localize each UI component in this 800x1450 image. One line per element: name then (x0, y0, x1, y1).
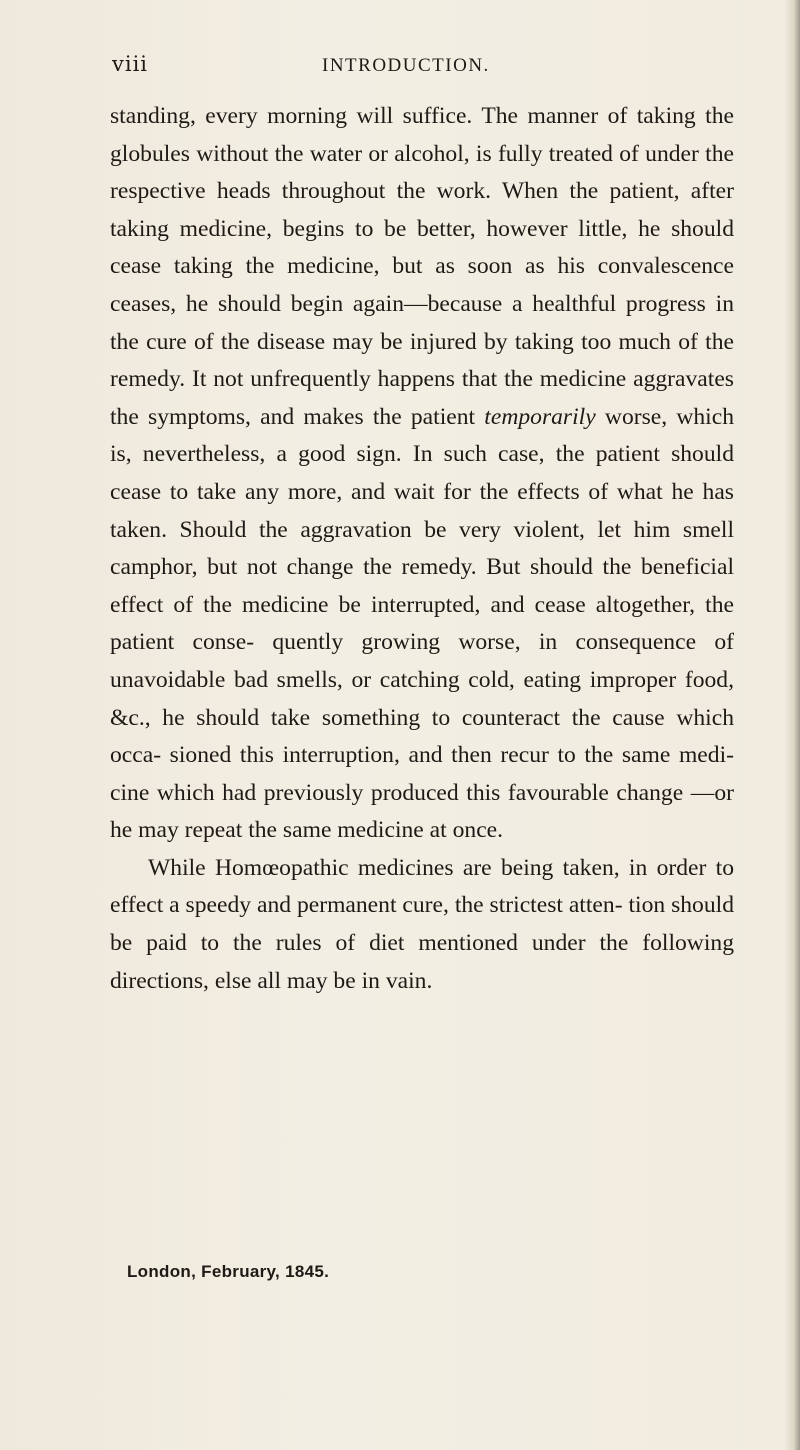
page-number: viii (112, 52, 149, 76)
paragraph-2: While Homœopathic medicines are being taken, in order to effect a speedy and permanent cure, the strictest atten- tion should be paid to the rules of diet mentioned under the following directions, else all may be in vain. (110, 854, 734, 994)
page-header (112, 52, 722, 82)
body-text (110, 98, 734, 1000)
paragraph-1 (110, 98, 734, 850)
emphasis-temporarily: temporarily (484, 403, 596, 430)
paragraph-1-part-1: standing, every morning will suffice. The manner of taking the globules without the water or alcohol, is fully treated of under the respective heads throughout the work. When the patient, after taking medicine, begins to be better, however little, he should cease taking the medicine, but as soon as his convalescence ceases, he should begin again—because a healthful progress in the cure of the disease may be injured by taking too much of the remedy. It not unfrequently happens that the medicine aggravates the symptoms, and makes the patient (110, 103, 734, 430)
running-head: INTRODUCTION. (322, 55, 490, 76)
page-edge-shadow (784, 0, 800, 1450)
paragraph-1-part-2: worse, which is, nevertheless, a good sign. In such case, the patient should cease to take any more, and wait for the effects of what he has taken. Should the aggravation be very violent, let him smell camphor, but not change the remedy. But should the beneficial effect of the medicine be interrupted, and cease altogether, the patient conse- quently growing worse, in consequence of unavoidable bad smells, or catching cold, eating improper food, &c., he should take something to counteract the cause which occa- sioned this interruption, and then recur to the same medi- cine which had previously produced this favourable change —or he may repeat the same medicine at once. (110, 403, 735, 844)
place-date-signoff: London, February, 1845. (127, 1262, 330, 1281)
